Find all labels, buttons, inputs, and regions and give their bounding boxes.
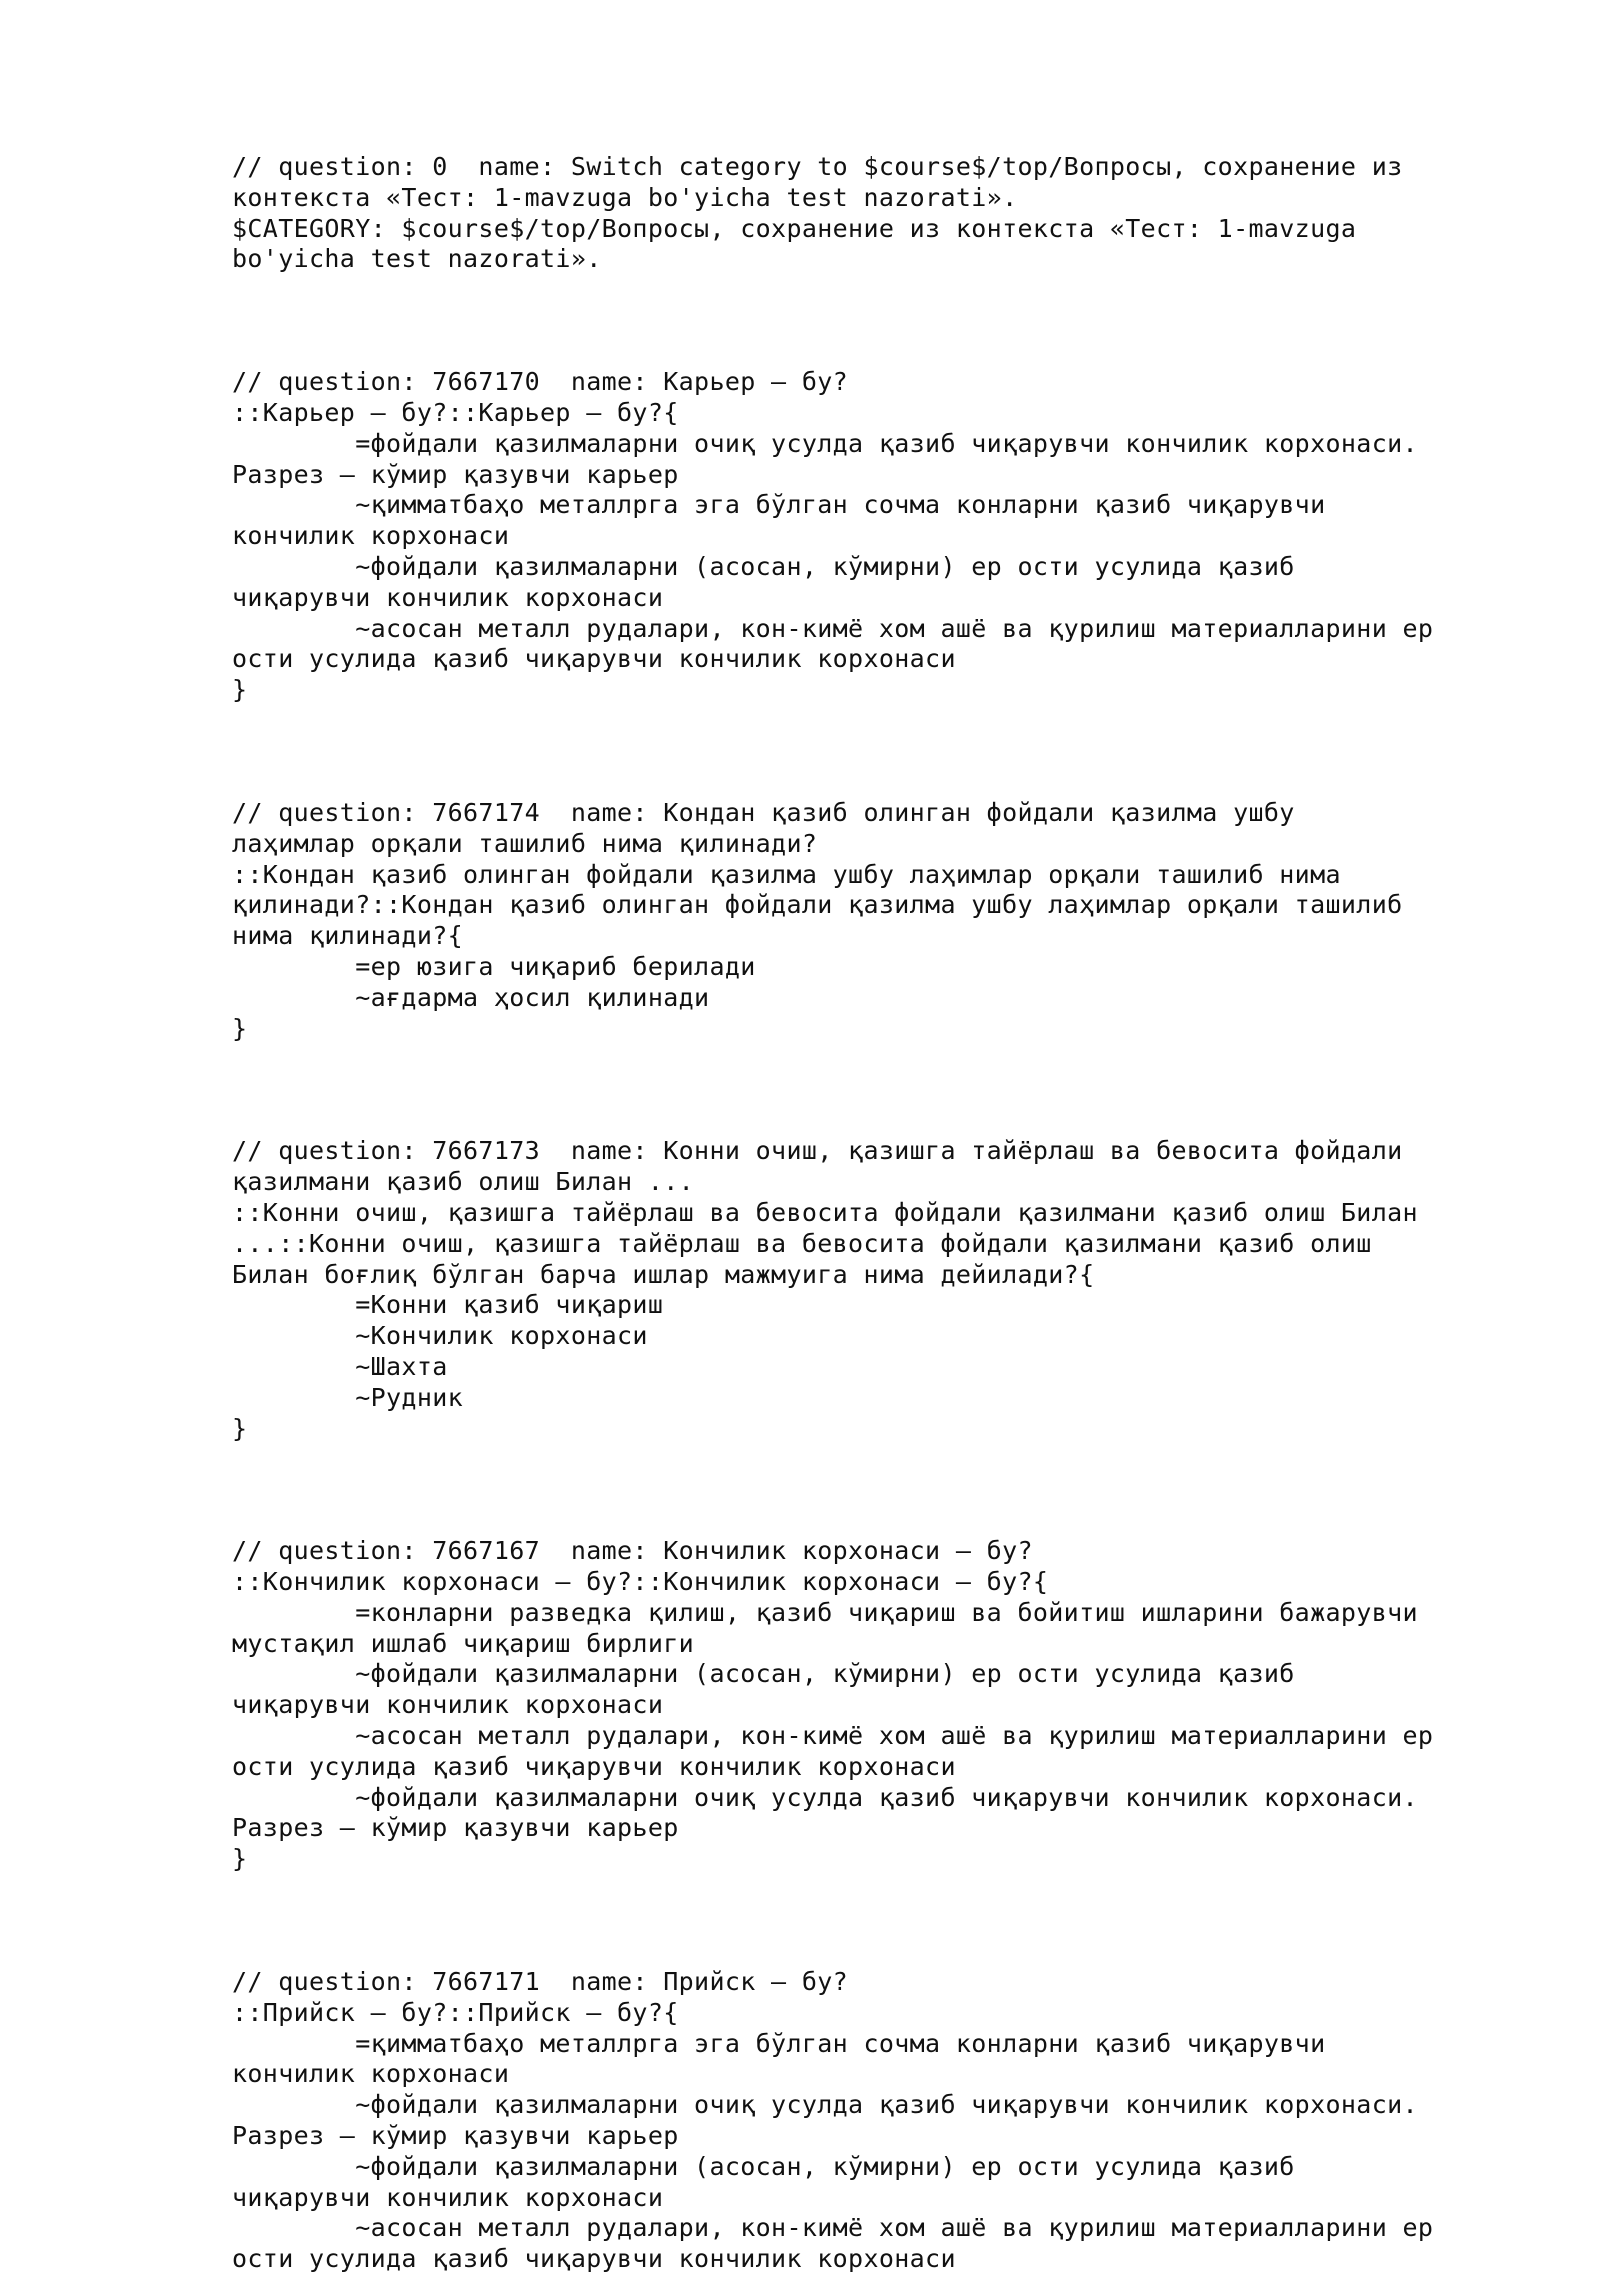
text-line: ости усулида қазиб чиқарувчи кончилик корхонаси bbox=[232, 2244, 956, 2274]
text-line: чиқарувчи кончилик корхонаси bbox=[232, 1690, 664, 1720]
text-line: мустақил ишлаб чиқариш бирлиги bbox=[232, 1628, 695, 1658]
question-title-line: ::Конни очиш, қазишга тайёрлаш ва бевосита фойдали қазилмани қазиб олиш Билан bbox=[232, 1197, 1418, 1227]
category-line: $CATEGORY: $course$/top/Вопросы, сохранение из контекста «Тест: 1-mavzuga bbox=[232, 213, 1357, 243]
closing-brace: } bbox=[232, 1844, 248, 1874]
wrong-answer-line: ~фойдали қазилмаларни (асосан, кўмирни) ер ости усулида қазиб bbox=[232, 1659, 1295, 1689]
text-line: чиқарувчи кончилик корхонаси bbox=[232, 582, 664, 612]
question-title-line: ::Прийск – бу?::Прийск – бу?{ bbox=[232, 1997, 679, 2027]
wrong-answer-line: ~фойдали қазилмаларни (асосан, кўмирни) ер ости усулида қазиб bbox=[232, 2151, 1295, 2181]
question-comment-line: // question: 7667171 name: Прийск – бу? bbox=[232, 1967, 849, 1997]
correct-answer-line: =қимматбаҳо металлрга эга бўлган сочма конларни қазиб чиқарувчи bbox=[232, 2028, 1326, 2058]
question-title-line: ::Кончилик корхонаси – бу?::Кончилик корхонаси – бу?{ bbox=[232, 1567, 1049, 1597]
section-gap bbox=[232, 1444, 1532, 1536]
wrong-answer-line: ~Шахта bbox=[232, 1351, 448, 1381]
text-line: қилинади?::Кондан қазиб олинган фойдали қазилма ушбу лаҳимлар орқали ташилиб bbox=[232, 890, 1403, 920]
text-line: ости усулида қазиб чиқарувчи кончилик корхонаси bbox=[232, 644, 956, 674]
text-line: кончилик корхонаси bbox=[232, 521, 510, 551]
wrong-answer-line: ~фойдали қазилмаларни очиқ усулда қазиб чиқарувчи кончилик корхонаси. bbox=[232, 1782, 1418, 1812]
correct-answer-line: =ер юзига чиқариб берилади bbox=[232, 951, 756, 981]
text-line: ости усулида қазиб чиқарувчи кончилик корхонаси bbox=[232, 1751, 956, 1781]
wrong-answer-line: ~қимматбаҳо металлрга эга бўлган сочма конларни қазиб чиқарувчи bbox=[232, 490, 1326, 520]
wrong-answer-line: ~фойдали қазилмаларни (асосан, кўмирни) ер ости усулида қазиб bbox=[232, 551, 1295, 581]
text-line: чиқарувчи кончилик корхонаси bbox=[232, 2182, 664, 2212]
text-line: Разрез – кўмир қазувчи карьер bbox=[232, 459, 679, 489]
wrong-answer-line: ~асосан металл рудалари, кон-кимё хом ашё ва қурилиш материалларини ер bbox=[232, 1721, 1434, 1751]
section-gap bbox=[232, 706, 1532, 798]
text-line: контекста «Тест: 1-mavzuga bo'yicha test nazorati». bbox=[232, 182, 1018, 212]
question-comment-line: // question: 7667173 name: Конни очиш, қазишга тайёрлаш ва бевосита фойдали bbox=[232, 1136, 1403, 1166]
text-line: лаҳимлар орқали ташилиб нима қилинади? bbox=[232, 828, 818, 858]
closing-brace: } bbox=[232, 1013, 248, 1043]
question-title-line: ::Карьер – бу?::Карьер – бу?{ bbox=[232, 397, 679, 427]
wrong-answer-line: ~асосан металл рудалари, кон-кимё хом ашё ва қурилиш материалларини ер bbox=[232, 613, 1434, 643]
section-gap bbox=[232, 1875, 1532, 1967]
text-line: нима қилинади?{ bbox=[232, 921, 464, 951]
text-line: ...::Конни очиш, қазишга тайёрлаш ва бевосита фойдали қазилмани қазиб олиш bbox=[232, 1228, 1372, 1258]
correct-answer-line: =конларни разведка қилиш, қазиб чиқариш ва бойитиш ишларини бажарувчи bbox=[232, 1597, 1418, 1627]
wrong-answer-line: ~Рудник bbox=[232, 1382, 464, 1412]
text-line: Разрез – кўмир қазувчи карьер bbox=[232, 1813, 679, 1843]
wrong-answer-line: ~асосан металл рудалари, кон-кимё хом ашё ва қурилиш материалларини ер bbox=[232, 2213, 1434, 2243]
text-line: қазилмани қазиб олиш Билан ... bbox=[232, 1167, 695, 1197]
question-comment-line: // question: 0 name: Switch category to $course$/top/Вопросы, сохранение из bbox=[232, 152, 1403, 181]
question-title-line: ::Кондан қазиб олинган фойдали қазилма ушбу лаҳимлар орқали ташилиб нима bbox=[232, 859, 1341, 889]
wrong-answer-line: ~фойдали қазилмаларни очиқ усулда қазиб чиқарувчи кончилик корхонаси. bbox=[232, 2090, 1418, 2120]
closing-brace: } bbox=[232, 675, 248, 705]
gift-document-text bbox=[232, 152, 1532, 2275]
text-line: кончилик корхонаси bbox=[232, 2059, 510, 2089]
text-line: bo'yicha test nazorati». bbox=[232, 244, 602, 274]
text-line: Разрез – кўмир қазувчи карьер bbox=[232, 2121, 679, 2151]
correct-answer-line: =фойдали қазилмаларни очиқ усулда қазиб чиқарувчи кончилик корхонаси. bbox=[232, 428, 1418, 458]
question-comment-line: // question: 7667167 name: Кончилик корхонаси – бу? bbox=[232, 1536, 1033, 1566]
text-line: Билан боғлиқ бўлган барча ишлар мажмуига нима дейилади?{ bbox=[232, 1259, 1095, 1289]
question-comment-line: // question: 7667174 name: Кондан қазиб олинган фойдали қазилма ушбу bbox=[232, 797, 1295, 827]
correct-answer-line: =Конни қазиб чиқариш bbox=[232, 1290, 664, 1320]
wrong-answer-line: ~Кончилик корхонаси bbox=[232, 1321, 648, 1351]
question-comment-line: // question: 7667170 name: Карьер – бу? bbox=[232, 367, 849, 397]
closing-brace: } bbox=[232, 1413, 248, 1443]
section-gap bbox=[232, 275, 1532, 367]
wrong-answer-line: ~ағдарма ҳосил қилинади bbox=[232, 982, 710, 1012]
section-gap bbox=[232, 1044, 1532, 1136]
